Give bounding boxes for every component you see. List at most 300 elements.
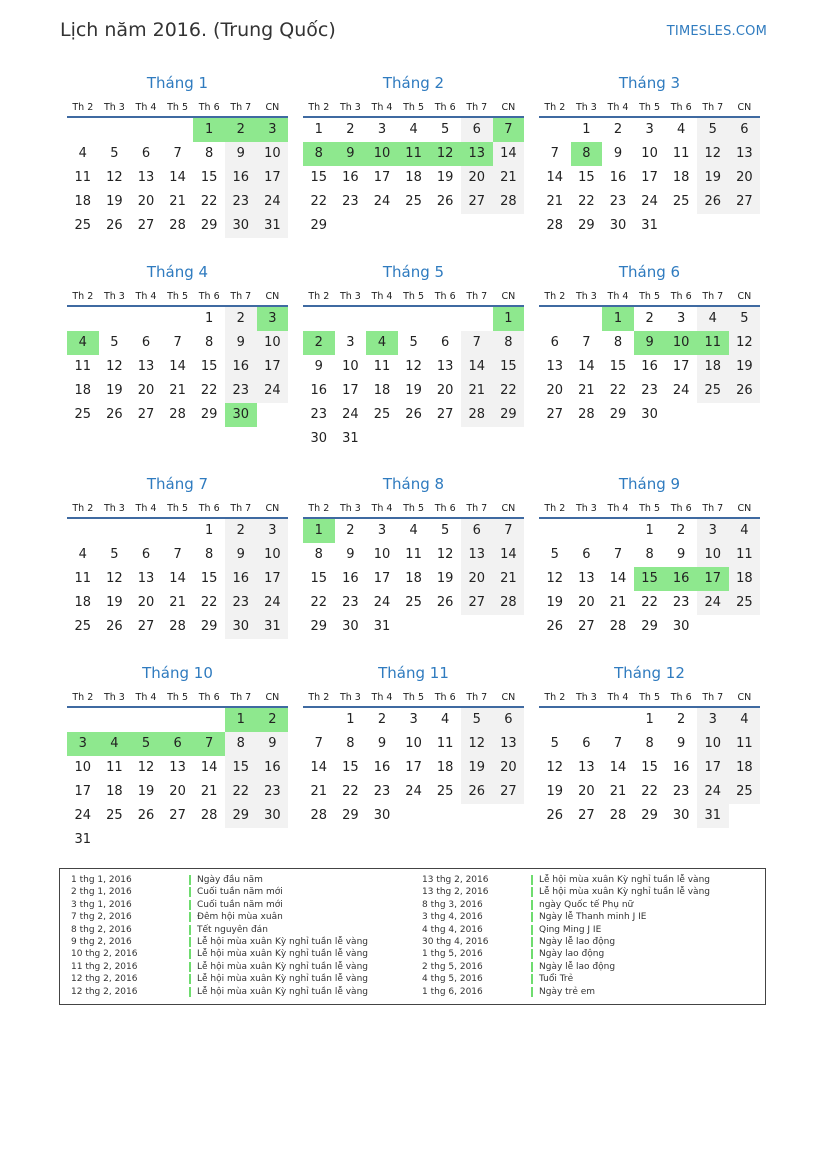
day-cell: 2	[645, 311, 654, 326]
day-cell: 9	[225, 331, 257, 355]
empty-cell	[303, 708, 335, 732]
weekday-label: Th 4	[371, 102, 393, 113]
day-cell: 29	[342, 808, 359, 823]
day-cell: 21	[200, 784, 218, 799]
day-cell: 28	[310, 808, 328, 823]
day-cell: 27	[137, 218, 155, 233]
weekday-label: Th 3	[339, 291, 361, 302]
day-cell: 26	[461, 780, 493, 804]
day-cell: 8	[645, 736, 654, 751]
holiday-day-cell: 1	[193, 118, 225, 142]
empty-cell	[539, 307, 571, 331]
day-cell: 9	[377, 736, 387, 751]
weekday-label: Th 2	[544, 503, 566, 514]
day-cell: 24	[257, 591, 289, 615]
day-cell: 9	[677, 736, 686, 751]
day-cell: 5	[110, 547, 119, 562]
weekday-label: Th 3	[103, 692, 125, 703]
day-cell: 31	[257, 615, 289, 639]
day-cell: 3	[377, 523, 387, 538]
weekday-label: Th 2	[72, 503, 94, 514]
empty-cell	[67, 307, 99, 331]
month-calendar	[539, 72, 760, 238]
day-cell: 25	[729, 591, 761, 615]
day-cell: 20	[578, 595, 595, 610]
day-cell: 16	[342, 571, 359, 586]
legend-holiday-name: Ngày lễ Thanh minh J IE	[539, 912, 647, 923]
day-cell: 28	[169, 619, 186, 634]
day-cell: 1	[205, 523, 214, 538]
weekday-label: Th 2	[308, 692, 330, 703]
holiday-marker	[189, 987, 191, 997]
day-cell: 5	[697, 118, 729, 142]
day-cell: 25	[373, 407, 391, 422]
weekday-label: CN	[737, 692, 752, 703]
day-cell: 25	[729, 780, 761, 804]
day-cell: 30	[641, 407, 658, 422]
day-cell: 28	[578, 407, 595, 422]
day-cell: 15	[609, 359, 627, 374]
day-cell: 23	[225, 379, 257, 403]
weekday-label: Th 5	[403, 503, 425, 514]
weekday-label: Th 5	[167, 291, 189, 302]
day-cell: 24	[373, 194, 391, 209]
day-cell: 29	[493, 403, 525, 427]
day-cell: 22	[225, 780, 257, 804]
month-name: Tháng 8	[382, 475, 445, 493]
day-grid	[67, 708, 288, 852]
day-cell: 17	[74, 784, 92, 799]
empty-cell	[67, 118, 99, 142]
day-cell: 11	[405, 547, 422, 562]
day-cell: 14	[169, 170, 186, 185]
day-cell: 25	[405, 194, 422, 209]
day-cell: 29	[609, 407, 627, 422]
day-cell: 13	[546, 359, 564, 374]
day-cell: 1	[314, 122, 323, 137]
day-cell: 4	[677, 122, 686, 137]
day-cell: 3	[377, 122, 387, 137]
day-cell: 21	[609, 595, 627, 610]
holiday-day-cell: 30	[225, 403, 257, 427]
day-cell: 19	[106, 595, 123, 610]
month-calendar	[303, 662, 524, 828]
day-cell: 11	[729, 543, 761, 567]
day-cell: 12	[137, 760, 155, 775]
weekday-label: Th 7	[230, 692, 252, 703]
day-cell: 8	[613, 335, 623, 350]
empty-cell	[571, 519, 603, 543]
month-name: Tháng 6	[618, 263, 681, 281]
day-cell: 16	[641, 359, 658, 374]
empty-cell	[571, 708, 603, 732]
legend-holiday-name: Lễ hội mùa xuân Kỳ nghỉ tuần lễ vàng	[197, 936, 368, 947]
weekday-label: Th 3	[575, 692, 597, 703]
empty-cell	[398, 307, 430, 331]
day-cell: 13	[137, 170, 155, 185]
holiday-marker	[189, 912, 191, 922]
holiday-day-cell: 8	[303, 142, 335, 166]
day-cell: 19	[697, 166, 729, 190]
day-grid	[67, 118, 288, 238]
day-cell: 11	[373, 359, 391, 374]
weekday-label: Th 4	[607, 692, 629, 703]
day-cell: 15	[200, 359, 218, 374]
day-cell: 25	[74, 619, 92, 634]
holiday-marker	[531, 937, 533, 947]
day-cell: 7	[461, 331, 493, 355]
day-cell: 23	[609, 194, 627, 209]
empty-cell	[539, 519, 571, 543]
day-cell: 21	[461, 379, 493, 403]
holiday-marker	[531, 962, 533, 972]
empty-cell	[429, 307, 461, 331]
day-cell: 16	[225, 567, 257, 591]
holiday-day-cell: 17	[697, 567, 729, 591]
empty-cell	[130, 118, 162, 142]
day-cell: 30	[310, 431, 328, 446]
day-cell: 31	[641, 218, 658, 233]
holiday-day-cell: 7	[193, 732, 225, 756]
day-cell: 27	[461, 190, 493, 214]
day-cell: 23	[672, 595, 690, 610]
weekday-label: Th 4	[607, 291, 629, 302]
empty-cell	[539, 708, 571, 732]
weekday-label: Th 3	[575, 503, 597, 514]
day-cell: 17	[641, 170, 658, 185]
weekday-label: CN	[737, 102, 752, 113]
day-cell: 20	[137, 595, 155, 610]
legend-date: 12 thg 2, 2016	[71, 974, 138, 985]
weekday-label: Th 2	[72, 291, 94, 302]
day-cell: 4	[78, 146, 87, 161]
day-cell: 4	[729, 519, 761, 543]
day-cell: 12	[106, 571, 123, 586]
holiday-marker	[189, 962, 191, 972]
legend-date: 12 thg 2, 2016	[71, 986, 138, 997]
holiday-day-cell: 12	[429, 142, 461, 166]
day-cell: 1	[645, 523, 654, 538]
holiday-marker	[531, 875, 533, 885]
weekday-label: CN	[265, 291, 280, 302]
day-cell: 19	[546, 595, 564, 610]
weekday-label: Th 5	[403, 102, 425, 113]
day-cell: 15	[200, 170, 218, 185]
day-cell: 18	[729, 567, 761, 591]
day-cell: 10	[257, 331, 289, 355]
day-cell: 21	[493, 166, 525, 190]
day-cell: 27	[578, 619, 595, 634]
day-cell: 17	[342, 383, 359, 398]
empty-cell	[99, 307, 131, 331]
day-cell: 6	[141, 547, 151, 562]
holiday-marker	[189, 900, 191, 910]
day-cell: 9	[314, 359, 323, 374]
weekday-label: Th 7	[702, 692, 724, 703]
day-cell: 18	[697, 355, 729, 379]
day-cell: 26	[106, 407, 123, 422]
holiday-day-cell: 2	[225, 118, 257, 142]
day-cell: 7	[173, 547, 182, 562]
day-cell: 10	[257, 543, 289, 567]
day-cell: 10	[373, 547, 391, 562]
day-cell: 24	[697, 591, 729, 615]
day-cell: 18	[74, 383, 92, 398]
weekday-label: Th 6	[670, 291, 692, 302]
weekday-label: Th 5	[639, 692, 661, 703]
legend-date: 2 thg 1, 2016	[71, 887, 132, 898]
month-calendar	[67, 662, 288, 852]
weekday-header	[539, 283, 760, 307]
legend-date: 4 thg 5, 2016	[422, 974, 483, 985]
month-calendar	[539, 261, 760, 427]
month-name: Tháng 11	[378, 664, 449, 682]
day-cell: 11	[74, 359, 92, 374]
day-grid	[67, 307, 288, 427]
day-cell: 19	[546, 784, 564, 799]
day-cell: 27	[578, 808, 595, 823]
day-cell: 6	[461, 118, 493, 142]
day-cell: 18	[405, 571, 422, 586]
weekday-label: CN	[737, 503, 752, 514]
weekday-label: Th 2	[72, 692, 94, 703]
empty-cell	[99, 519, 131, 543]
holiday-day-cell: 1	[225, 708, 257, 732]
day-cell: 23	[342, 194, 359, 209]
empty-cell	[99, 708, 131, 732]
legend-holiday-name: Lễ hội mùa xuân Kỳ nghỉ tuần lễ vàng	[539, 875, 710, 885]
legend-date: 7 thg 2, 2016	[71, 912, 132, 923]
day-cell: 5	[461, 708, 493, 732]
day-cell: 24	[257, 190, 289, 214]
weekday-label: Th 5	[403, 291, 425, 302]
day-cell: 16	[609, 170, 627, 185]
day-cell: 27	[169, 808, 186, 823]
empty-cell	[193, 708, 225, 732]
day-cell: 7	[173, 146, 182, 161]
month-calendar	[303, 473, 524, 639]
weekday-header	[539, 684, 760, 708]
weekday-label: CN	[501, 503, 516, 514]
day-cell: 26	[405, 407, 422, 422]
day-cell: 7	[493, 519, 525, 543]
empty-cell	[162, 118, 194, 142]
day-cell: 25	[74, 218, 92, 233]
day-cell: 5	[441, 122, 450, 137]
weekday-label: Th 2	[544, 102, 566, 113]
day-cell: 22	[310, 194, 328, 209]
legend-date: 3 thg 1, 2016	[71, 899, 132, 910]
day-cell: 8	[346, 736, 355, 751]
day-cell: 4	[441, 712, 450, 727]
day-cell: 23	[342, 595, 359, 610]
weekday-header	[67, 283, 288, 307]
day-cell: 19	[405, 383, 422, 398]
weekday-label: Th 5	[167, 503, 189, 514]
day-cell: 12	[461, 732, 493, 756]
empty-cell	[539, 118, 571, 142]
weekday-label: Th 6	[670, 102, 692, 113]
holiday-day-cell: 5	[130, 732, 162, 756]
day-cell: 23	[373, 784, 391, 799]
weekday-label: Th 6	[198, 503, 220, 514]
day-cell: 8	[493, 331, 525, 355]
day-cell: 8	[205, 335, 214, 350]
day-cell: 20	[578, 784, 595, 799]
day-cell: 13	[169, 760, 186, 775]
day-cell: 21	[169, 383, 186, 398]
day-cell: 7	[550, 146, 559, 161]
weekday-label: Th 5	[167, 692, 189, 703]
day-cell: 18	[436, 760, 454, 775]
day-cell: 24	[697, 780, 729, 804]
day-cell: 29	[200, 218, 218, 233]
day-cell: 18	[672, 170, 690, 185]
weekday-label: CN	[265, 503, 280, 514]
day-cell: 17	[257, 567, 289, 591]
day-cell: 4	[409, 523, 418, 538]
day-cell: 17	[257, 166, 289, 190]
legend-date: 11 thg 2, 2016	[71, 961, 138, 972]
legend-holiday-name: Tuổi Trẻ	[539, 974, 574, 985]
day-cell: 27	[729, 190, 761, 214]
weekday-label: Th 3	[103, 291, 125, 302]
holiday-day-cell: 10	[366, 142, 398, 166]
day-grid	[303, 708, 524, 828]
legend-holiday-name: Lễ hội mùa xuân Kỳ nghỉ tuần lễ vàng	[197, 949, 368, 960]
day-cell: 6	[141, 146, 151, 161]
day-cell: 6	[493, 708, 525, 732]
day-cell: 5	[110, 335, 119, 350]
day-cell: 7	[173, 335, 182, 350]
day-cell: 28	[609, 808, 627, 823]
day-cell: 4	[409, 122, 418, 137]
empty-cell	[67, 519, 99, 543]
day-cell: 18	[74, 595, 92, 610]
day-cell: 26	[436, 194, 454, 209]
day-cell: 16	[373, 760, 391, 775]
weekday-header	[539, 495, 760, 519]
day-cell: 29	[200, 407, 218, 422]
holiday-marker	[531, 900, 533, 910]
day-cell: 15	[310, 170, 328, 185]
day-cell: 8	[225, 732, 257, 756]
holiday-day-cell: 3	[67, 732, 99, 756]
day-cell: 30	[225, 615, 257, 639]
day-cell: 12	[436, 547, 454, 562]
day-cell: 30	[373, 808, 391, 823]
holiday-day-cell: 1	[303, 519, 335, 543]
legend-holiday-name: Ngày trẻ em	[539, 986, 596, 997]
day-grid	[539, 118, 760, 238]
weekday-label: Th 3	[339, 692, 361, 703]
day-cell: 22	[578, 194, 595, 209]
empty-cell	[602, 519, 634, 543]
day-cell: 28	[169, 407, 186, 422]
day-cell: 6	[582, 547, 591, 562]
day-cell: 17	[373, 571, 391, 586]
weekday-label: Th 2	[544, 692, 566, 703]
day-cell: 22	[200, 595, 218, 610]
day-cell: 27	[546, 407, 564, 422]
day-grid	[303, 307, 524, 451]
day-cell: 26	[137, 808, 155, 823]
month-calendar	[67, 72, 288, 238]
legend-holiday-name: Đêm hội mùa xuân	[197, 912, 283, 923]
day-cell: 3	[346, 335, 355, 350]
day-cell: 22	[641, 784, 658, 799]
holiday-marker	[189, 925, 191, 935]
day-cell: 19	[106, 194, 123, 209]
day-grid	[539, 519, 760, 639]
day-grid	[539, 708, 760, 828]
day-cell: 20	[461, 166, 493, 190]
day-grid	[303, 519, 524, 639]
day-cell: 13	[461, 543, 493, 567]
day-cell: 27	[137, 619, 155, 634]
day-cell: 17	[373, 170, 391, 185]
legend-holiday-name: Lễ hội mùa xuân Kỳ nghỉ tuần lễ vàng	[539, 887, 710, 898]
day-cell: 18	[106, 784, 123, 799]
weekday-label: Th 3	[103, 503, 125, 514]
day-cell: 10	[405, 736, 422, 751]
weekday-header	[303, 283, 524, 307]
day-cell: 17	[405, 760, 422, 775]
brand-link[interactable]: TIMESLES.COM	[666, 24, 767, 39]
day-cell: 26	[106, 619, 123, 634]
weekday-header	[67, 684, 288, 708]
day-cell: 28	[493, 190, 525, 214]
weekday-header	[67, 495, 288, 519]
day-cell: 5	[550, 547, 559, 562]
day-cell: 27	[436, 407, 454, 422]
empty-cell	[162, 307, 194, 331]
weekday-header	[303, 684, 524, 708]
legend-date: 8 thg 2, 2016	[71, 924, 132, 935]
holiday-marker	[531, 912, 533, 922]
day-cell: 7	[613, 547, 623, 562]
day-cell: 15	[641, 760, 658, 775]
page-title: Lịch năm 2016. (Trung Quốc)	[60, 19, 336, 41]
legend-date: 1 thg 6, 2016	[422, 986, 483, 997]
day-cell: 13	[493, 732, 525, 756]
day-cell: 1	[582, 122, 591, 137]
day-cell: 12	[729, 331, 761, 355]
holiday-marker	[531, 925, 533, 935]
day-cell: 25	[436, 784, 454, 799]
weekday-label: Th 5	[639, 102, 661, 113]
day-cell: 1	[645, 712, 654, 727]
day-cell: 3	[677, 311, 686, 326]
weekday-label: Th 7	[466, 503, 488, 514]
legend-holiday-name: Tết nguyên đán	[197, 924, 268, 935]
empty-cell	[162, 519, 194, 543]
day-cell: 21	[169, 595, 186, 610]
holiday-marker	[189, 937, 191, 947]
day-cell: 30	[672, 808, 690, 823]
day-cell: 16	[257, 756, 289, 780]
holiday-day-cell: 1	[493, 307, 525, 331]
day-cell: 11	[729, 732, 761, 756]
day-cell: 23	[310, 407, 328, 422]
day-cell: 19	[436, 170, 454, 185]
holiday-day-cell: 8	[571, 142, 603, 166]
month-name: Tháng 12	[614, 664, 685, 682]
day-cell: 22	[342, 784, 359, 799]
empty-cell	[130, 708, 162, 732]
day-cell: 23	[257, 780, 289, 804]
day-cell: 30	[609, 218, 627, 233]
